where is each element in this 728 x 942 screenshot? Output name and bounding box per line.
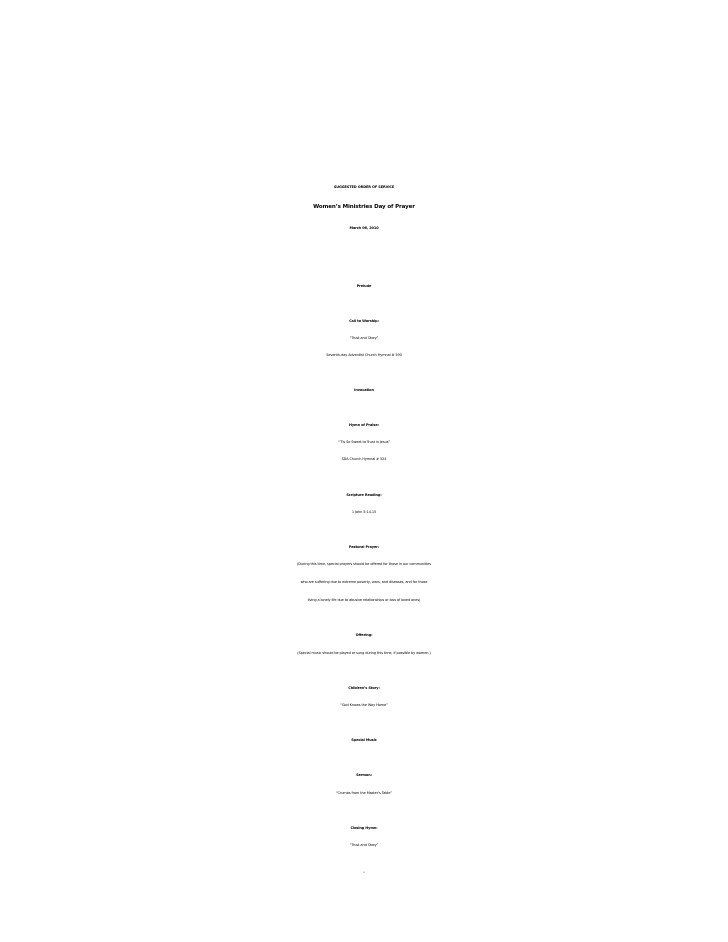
offering-label: Offering: xyxy=(355,633,373,637)
hymn-of-praise-song: “’Tis So Sweet to Trust in Jesus” xyxy=(337,440,391,444)
invocation-label: Invocation xyxy=(354,388,374,392)
sermon-title: “Crumbs from the Master’s Table” xyxy=(335,791,393,795)
scripture-reading-label: Scripture Reading: xyxy=(346,493,382,497)
pastoral-prayer-note-line: (During this time, special prayers should be offered for those in our communities xyxy=(297,562,431,566)
childrens-story-title: “God Knows the Way Home” xyxy=(340,703,388,707)
pastoral-prayer-note-line: living a lonely life due to abusive relationships or loss of loved ones) xyxy=(307,598,421,602)
scripture-reading-reference: 1 John 5:14-15 xyxy=(351,510,377,514)
page-number: 5 xyxy=(363,872,365,874)
closing-hymn-label: Closing Hymn: xyxy=(350,826,378,830)
event-date: March 06, 2010 xyxy=(349,226,379,230)
event-title: Women’s Ministries Day of Prayer xyxy=(313,204,415,210)
special-music-label: Special Music xyxy=(351,738,377,742)
offering-note: (Special music should be played or sung during this time, if possible by women.) xyxy=(297,651,431,655)
closing-hymn-song: “Trust and Obey” xyxy=(349,843,379,847)
call-to-worship-reference: Seventh-day Adventist Church Hymnal # 590 xyxy=(326,353,402,357)
sermon-label: Sermon: xyxy=(356,773,372,777)
service-heading: SUGGESTED ORDER OF SERVICE xyxy=(333,185,395,189)
pastoral-prayer-label: Pastoral Prayer: xyxy=(348,545,380,549)
childrens-story-label: Children’s Story: xyxy=(348,686,380,690)
prelude-label: Prelude xyxy=(356,284,372,288)
hymn-of-praise-reference: SDA Church Hymnal # 524 xyxy=(341,457,387,461)
call-to-worship-label: Call to Worship: xyxy=(349,319,379,323)
hymn-of-praise-label: Hymn of Praise: xyxy=(349,423,379,427)
pastoral-prayer-note-line: who are suffering due to extreme poverty, wars, and diseases, and for those xyxy=(300,580,428,584)
call-to-worship-song: “Trust and Obey” xyxy=(349,336,379,340)
